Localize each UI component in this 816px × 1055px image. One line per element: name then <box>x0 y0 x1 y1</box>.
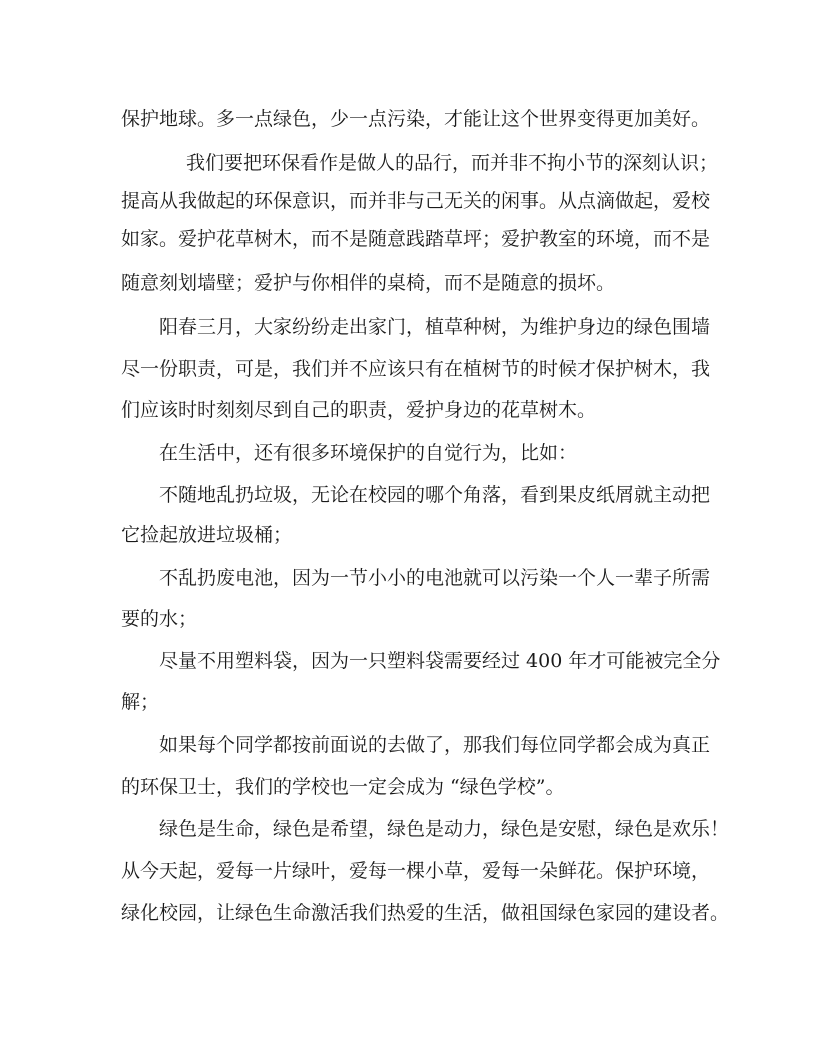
text-line: 阳春三月，大家纷纷走出家门，植草种树，为维护身边的绿色围墙 <box>159 316 711 338</box>
text-line: 不随地乱扔垃圾，无论在校园的哪个角落，看到果皮纸屑就主动把 <box>159 484 711 506</box>
text-line: 尽量不用塑料袋，因为一只塑料袋需要经过 400 年才可能被完全分 <box>159 650 721 672</box>
text-line: 的环保卫士，我们的学校也一定会成为 “绿色学校”。 <box>121 776 565 798</box>
text-line: 它捡起放进垃圾桶； <box>121 524 293 546</box>
text-line: 如家。爱护花草树木，而不是随意践踏草坪；爱护教室的环境，而不是 <box>121 228 711 250</box>
text-line: 保护地球。多一点绿色，少一点污染，才能让这个世界变得更加美好。 <box>121 108 711 130</box>
text-line: 在生活中，还有很多环境保护的自觉行为，比如： <box>159 442 578 464</box>
text-line: 不乱扔废电池，因为一节小小的电池就可以污染一个人一辈子所需 <box>159 567 711 589</box>
text-line: 解； <box>121 691 160 713</box>
text-line: 们应该时时刻刻尽到自己的职责，爱护身边的花草树木。 <box>121 399 597 421</box>
text-line: 如果每个同学都按前面说的去做了，那我们每位同学都会成为真正 <box>159 734 711 756</box>
text-line: 我们要把环保看作是做人的品行，而并非不拘小节的深刻认识； <box>186 152 719 174</box>
text-line: 尽一份职责，可是，我们并不应该只有在植树节的时候才保护树木，我 <box>121 358 711 380</box>
text-line: 要的水； <box>121 608 198 630</box>
text-line: 绿色是生命，绿色是希望，绿色是动力，绿色是安慰，绿色是欢乐！ <box>159 818 730 840</box>
text-line: 从今天起，爱每一片绿叶，爱每一棵小草，爱每一朵鲜花。保护环境， <box>121 860 711 882</box>
text-line: 随意刻划墙壁；爱护与你相伴的桌椅，而不是随意的损坏。 <box>121 272 616 294</box>
text-line: 提高从我做起的环保意识，而并非与己无关的闲事。从点滴做起，爱校 <box>121 190 711 212</box>
text-line: 绿化校园，让绿色生命激活我们热爱的生活，做祖国绿色家园的建设者。 <box>121 902 730 924</box>
